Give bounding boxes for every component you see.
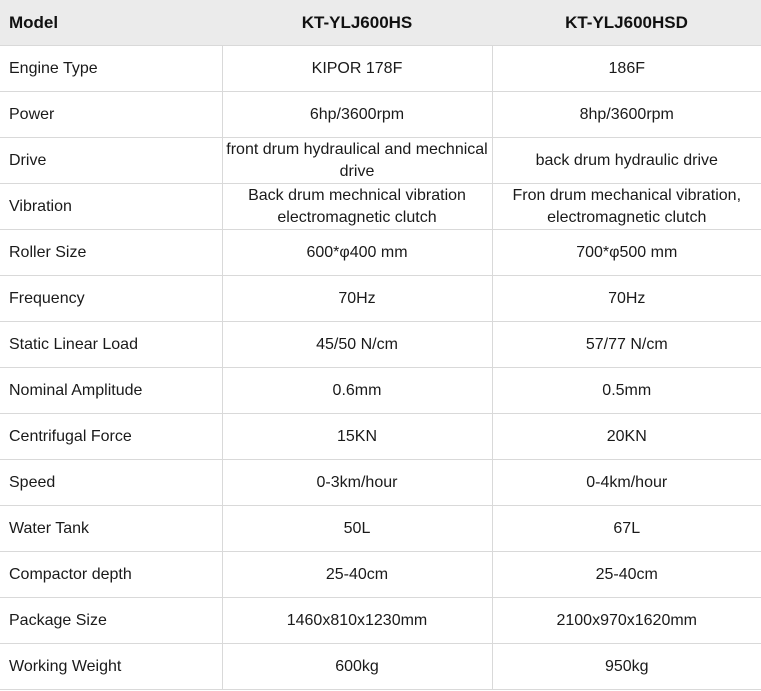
- table-row: [0, 138, 761, 184]
- spec-value-model-2: Fron drum mechanical vibration, electromagnetic clutch: [492, 184, 761, 230]
- table-row: [0, 184, 761, 230]
- spec-label: Engine Type: [0, 46, 222, 92]
- spec-value-model-1: 600kg: [222, 644, 492, 690]
- spec-value-model-2: 8hp/3600rpm: [492, 92, 761, 138]
- spec-value-model-2: 0-4km/hour: [492, 460, 761, 506]
- spec-label: Water Tank: [0, 506, 222, 552]
- spec-value-model-1: 50L: [222, 506, 492, 552]
- spec-value-model-1: 25-40cm: [222, 552, 492, 598]
- spec-label: Speed: [0, 460, 222, 506]
- table-row: [0, 230, 761, 276]
- spec-value-model-1: 0.6mm: [222, 368, 492, 414]
- spec-value-model-2: back drum hydraulic drive: [492, 138, 761, 184]
- spec-value-model-1: 70Hz: [222, 276, 492, 322]
- spec-value-model-2: 0.5mm: [492, 368, 761, 414]
- table-row: [0, 552, 761, 598]
- spec-value-model-2: 57/77 N/cm: [492, 322, 761, 368]
- table-header: [0, 0, 761, 46]
- table-row: [0, 460, 761, 506]
- spec-label: Frequency: [0, 276, 222, 322]
- spec-label: Working Weight: [0, 644, 222, 690]
- spec-label: Drive: [0, 138, 222, 184]
- table-row: [0, 644, 761, 690]
- header-model-label: Model: [0, 0, 222, 46]
- spec-value-model-2: 2100x970x1620mm: [492, 598, 761, 644]
- table-row: [0, 368, 761, 414]
- spec-value-model-2: 186F: [492, 46, 761, 92]
- spec-value-model-1: KIPOR 178F: [222, 46, 492, 92]
- spec-value-model-2: 950kg: [492, 644, 761, 690]
- table-body: [0, 46, 761, 690]
- spec-value-model-1: 0-3km/hour: [222, 460, 492, 506]
- spec-value-model-1: 45/50 N/cm: [222, 322, 492, 368]
- spec-value-model-1: front drum hydraulical and mechnical drive: [222, 138, 492, 184]
- spec-value-model-2: 700*φ500 mm: [492, 230, 761, 276]
- spec-value-model-1: Back drum mechnical vibration electromagnetic clutch: [222, 184, 492, 230]
- spec-label: Vibration: [0, 184, 222, 230]
- table-row: [0, 92, 761, 138]
- table-row: [0, 276, 761, 322]
- spec-label: Nominal Amplitude: [0, 368, 222, 414]
- table-row: [0, 598, 761, 644]
- spec-label: Roller Size: [0, 230, 222, 276]
- spec-label: Power: [0, 92, 222, 138]
- spec-value-model-1: 600*φ400 mm: [222, 230, 492, 276]
- spec-value-model-2: 20KN: [492, 414, 761, 460]
- spec-label: Package Size: [0, 598, 222, 644]
- spec-value-model-2: 25-40cm: [492, 552, 761, 598]
- table-row: [0, 46, 761, 92]
- header-model-2: KT-YLJ600HSD: [492, 0, 761, 46]
- spec-label: Static Linear Load: [0, 322, 222, 368]
- spec-label: Compactor depth: [0, 552, 222, 598]
- header-model-1: KT-YLJ600HS: [222, 0, 492, 46]
- spec-value-model-2: 67L: [492, 506, 761, 552]
- header-row: [0, 0, 761, 46]
- spec-value-model-1: 6hp/3600rpm: [222, 92, 492, 138]
- spec-value-model-1: 1460x810x1230mm: [222, 598, 492, 644]
- spec-value-model-1: 15KN: [222, 414, 492, 460]
- table-row: [0, 322, 761, 368]
- spec-value-model-2: 70Hz: [492, 276, 761, 322]
- table-row: [0, 506, 761, 552]
- table-row: [0, 414, 761, 460]
- spec-label: Centrifugal Force: [0, 414, 222, 460]
